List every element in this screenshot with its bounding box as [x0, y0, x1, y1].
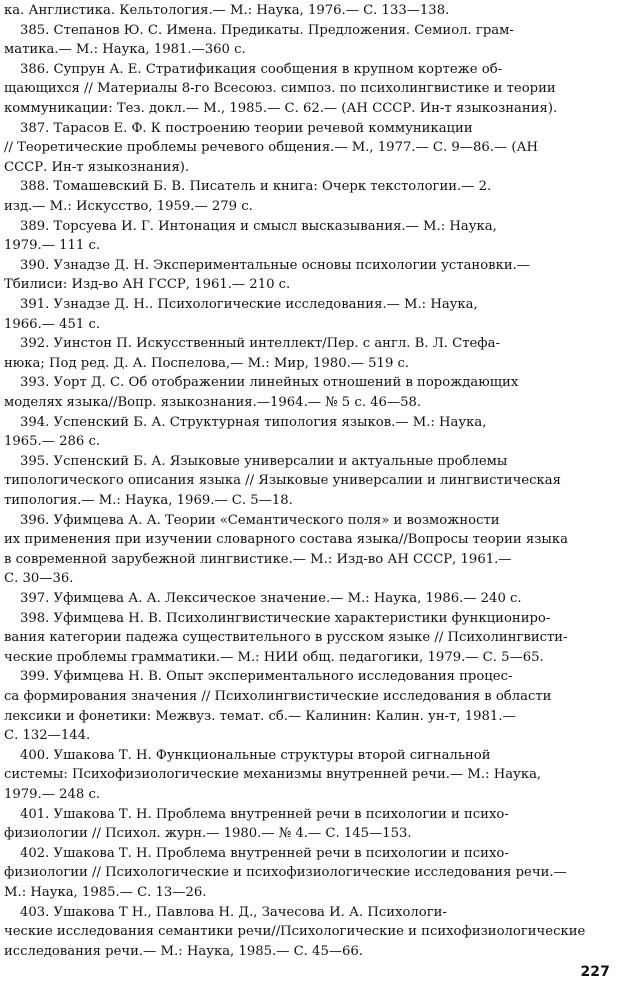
text-line: лексики и фонетики: Межвуз. темат. сб.— Калинин: Калин. ун-т, 1981.—	[4, 708, 516, 724]
text-line: типологического описания языка // Языковые универсалии и лингвистическая	[4, 473, 561, 489]
text-line: 396. Уфимцева А. А. Теории «Семантического поля» и возможности	[20, 512, 500, 528]
text-line: 1965.— 286 с.	[4, 434, 101, 450]
text-line: 389. Торсуева И. Г. Интонация и смысл высказывания.— М.: Наука,	[20, 218, 497, 234]
text-line: 1979.— 248 с.	[4, 787, 101, 802]
text-line: ческие проблемы грамматики.— М.: НИИ общ. педагогики, 1979.— С. 5—65.	[4, 649, 544, 665]
text-line: 399. Уфимцева Н. В. Опыт экспериментального исследования процес-	[20, 669, 513, 685]
text-line: СССР. Ин-т языкознания).	[4, 159, 190, 175]
text-line: моделях языка//Вопр. языкознания.—1964.— № 5 с. 46—58.	[4, 395, 422, 410]
text-line: физиологии // Психол. журн.— 1980.— № 4.— С. 145—153.	[4, 826, 412, 842]
text-line: 398. Уфимцева Н. В. Психолингвистические характеристики функциониро-	[20, 610, 551, 626]
text-line: 400. Ушакова Т. Н. Функциональные структуры второй сигнальной	[20, 747, 491, 763]
text-line: 403. Ушакова Т Н., Павлова Н. Д., Зачесова И. А. Психологи-	[20, 904, 447, 920]
text-line: вания категории падежа существительного в русском языке // Психолингвисти-	[4, 630, 568, 646]
text-line: физиологии // Психологические и психофизиологические исследования речи.—	[4, 865, 567, 881]
text-line: С. 132—144.	[4, 728, 91, 744]
text-line: М.: Наука, 1985.— С. 13—26.	[4, 885, 207, 900]
text-line: 388. Томашевский Б. В. Писатель и книга: Очерк текстологии.— 2.	[20, 179, 492, 195]
text-line: 397. Уфимцева А. А. Лексическое значение.— М.: Наука, 1986.— 240 с.	[20, 591, 522, 606]
text-line: исследования речи.— М.: Наука, 1985.— С. 45—66.	[4, 943, 363, 959]
text-line: 393. Уорт Д. С. Об отображении линейных отношений в порождающих	[20, 375, 519, 391]
text-line: 401. Ушакова Т. Н. Проблема внутренней речи в психологии и психо-	[20, 806, 509, 822]
text-line: 390. Узнадзе Д. Н. Экспериментальные основы психологии установки.—	[20, 257, 530, 273]
text-line: 385. Степанов Ю. С. Имена. Предикаты. Предложения. Семиол. грам-	[20, 22, 514, 38]
text-line: С. 30—36.	[4, 571, 74, 587]
text-line: са формирования значения // Психолингвистические исследования в области	[4, 689, 552, 704]
text-line: 402. Ушакова Т. Н. Проблема внутренней речи в психологии и психо-	[20, 845, 509, 861]
text-line: ческие исследования семантики речи//Психологические и психофизиологические	[4, 924, 586, 940]
text-line: системы: Психофизиологические механизмы внутренней речи.— М.: Наука,	[4, 767, 542, 783]
text-line: 387. Тарасов Е. Ф. К построению теории речевой коммуникации	[20, 120, 473, 136]
text-line: нюка; Под ред. Д. А. Поспелова,— М.: Мир, 1980.— 519 с.	[4, 355, 410, 371]
text-line: 394. Успенский Б. А. Структурная типология языков.— М.: Наука,	[20, 414, 487, 430]
text-line: // Теоретические проблемы речевого общения.— М., 1977.— С. 9—86.— (АН	[4, 140, 538, 156]
text-line: щающихся // Материалы 8-го Всесоюз. симпоз. по психолингвистике и теории	[4, 81, 556, 97]
text-line: их применения при изучении словарного состава языка//Вопросы теории языка	[4, 532, 569, 548]
text-line: матика.— М.: Наука, 1981.—360 с.	[4, 42, 246, 58]
text-line: коммуникации: Тез. докл.— М., 1985.— С. 62.— (АН СССР. Ин-т языкознания).	[4, 101, 558, 116]
text-line: типология.— М.: Наука, 1969.— С. 5—18.	[4, 493, 293, 508]
text-line: изд.— М.: Искусство, 1959.— 279 с.	[4, 199, 253, 214]
text-line: 392. Уинстон П. Искусственный интеллект/Пер. с англ. В. Л. Стефа-	[20, 336, 500, 352]
text-line: 391. Узнадзе Д. Н.. Психологические исследования.— М.: Наука,	[20, 297, 478, 312]
text-line: 1966.— 451 с.	[4, 316, 101, 332]
text-line: 395. Успенский Б. А. Языковые универсалии и актуальные проблемы	[20, 453, 508, 469]
text-line: ка. Англистика. Кельтология.— М.: Наука, 1976.— С. 133—138.	[4, 3, 450, 18]
text-line: 386. Супрун А. Е. Стратификация сообщения в крупном кортеже об-	[20, 61, 503, 77]
text-line: в современной зарубежной лингвистике.— М.: Изд-во АН СССР, 1961.—	[4, 551, 512, 567]
page-number: 227	[580, 964, 610, 980]
text-line: 1979.— 111 с.	[4, 238, 101, 254]
text-line: Тбилиси: Изд-во АН ГССР, 1961.— 210 с.	[4, 277, 291, 293]
